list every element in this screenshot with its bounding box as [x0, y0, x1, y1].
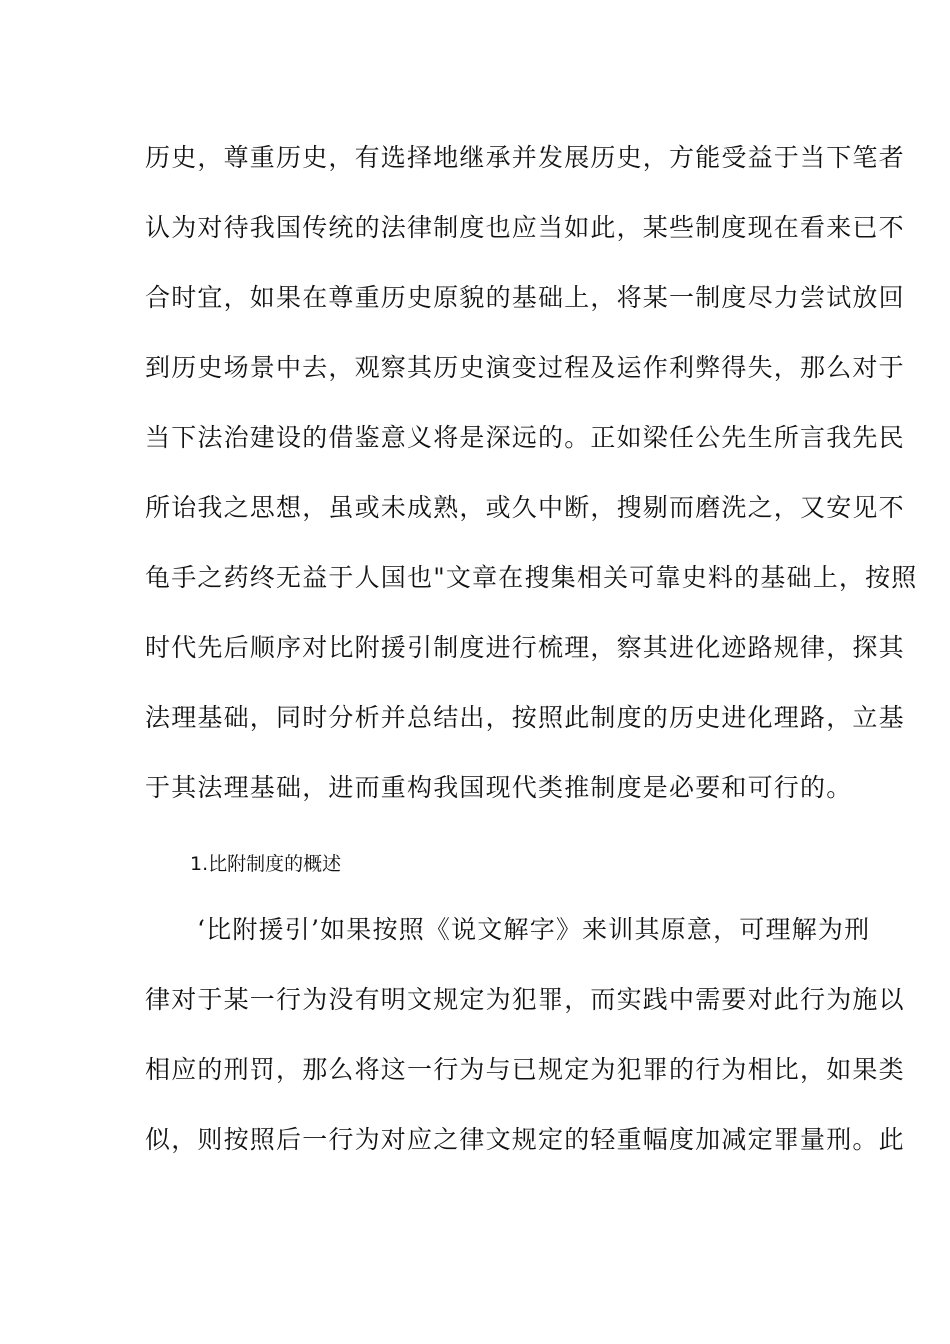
paragraph-1-line-4: 到历史场景中去，观察其历史演变过程及运作利弊得失，那么对于: [145, 353, 905, 382]
paragraph-2-line-1: ‘比附援引’如果按照《说文解字》来训其原意，可理解为刑: [197, 915, 871, 944]
paragraph-1-line-2: 认为对待我国传统的法律制度也应当如此，某些制度现在看来已不: [145, 213, 905, 242]
paragraph-1-line-7: 龟手之药终无益于人国也"文章在搜集相关可靠史料的基础上，按照: [145, 563, 918, 592]
paragraph-1-line-10: 于其法理基础，进而重构我国现代类推制度是必要和可行的。: [145, 773, 853, 802]
paragraph-1-line-8: 时代先后顺序对比附援引制度进行梳理，察其进化迹路规律，探其: [145, 633, 905, 662]
paragraph-2-line-2: 律对于某一行为没有明文规定为犯罪，而实践中需要对此行为施以: [145, 985, 905, 1014]
paragraph-1-line-3: 合时宜，如果在尊重历史原貌的基础上，将某一制度尽力尝试放回: [145, 283, 905, 312]
paragraph-1-line-1: 历史，尊重历史，有选择地继承并发展历史，方能受益于当下笔者: [145, 143, 905, 172]
paragraph-1-line-5: 当下法治建设的借鉴意义将是深远的。正如梁任公先生所言我先民: [145, 423, 905, 452]
section-heading: 1.比附制度的概述: [190, 853, 342, 875]
paragraph-1-line-9: 法理基础，同时分析并总结出，按照此制度的历史进化理路，立基: [145, 703, 905, 732]
paragraph-1-line-6: 所诒我之思想，虽或未成熟，或久中断，搜剔而磨洗之，又安见不: [145, 493, 905, 522]
paragraph-2-line-3: 相应的刑罚，那么将这一行为与已规定为犯罪的行为相比，如果类: [145, 1055, 905, 1084]
paragraph-2-line-4: 似，则按照后一行为对应之律文规定的轻重幅度加减定罪量刑。此: [145, 1125, 905, 1154]
